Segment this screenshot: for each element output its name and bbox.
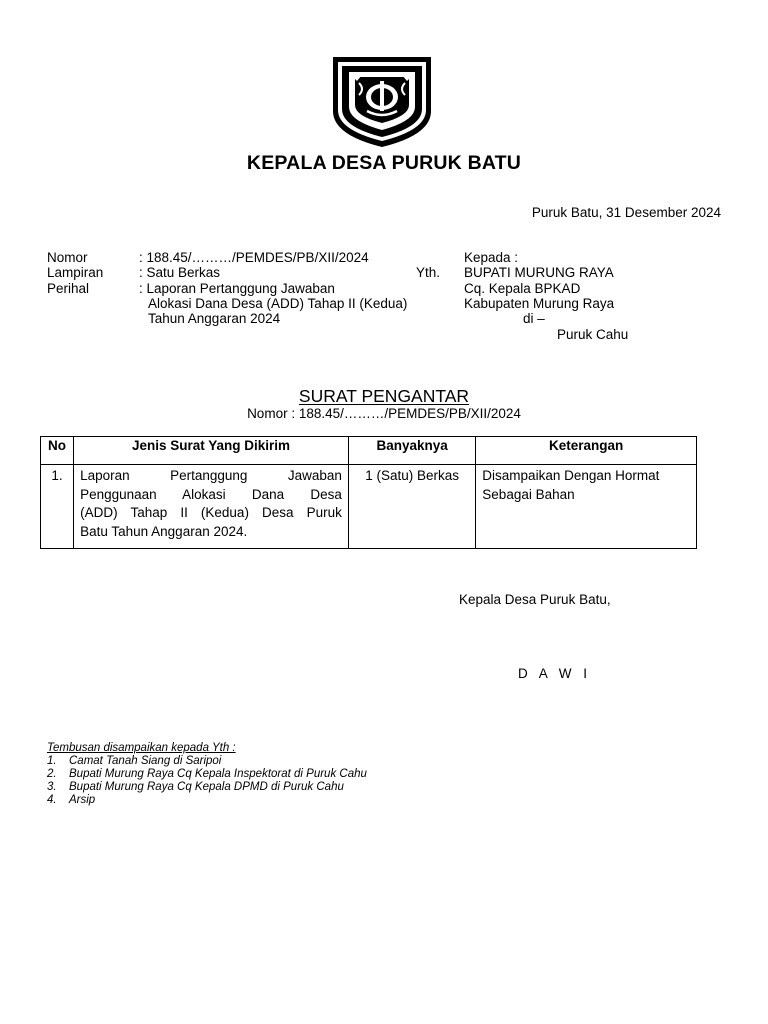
yth-label: Yth. <box>416 265 441 280</box>
tembusan-heading: Tembusan disampaikan kepada Yth : <box>47 742 236 754</box>
document-title: KEPALA DESA PURUK BATU <box>246 152 522 174</box>
tembusan-num-2: 2. <box>47 768 57 780</box>
tembusan-num-3: 3. <box>47 781 57 793</box>
lampiran-value: : Satu Berkas <box>139 265 221 280</box>
lampiran-label: Lampiran <box>47 265 104 280</box>
tembusan-num-1: 1. <box>47 755 57 767</box>
nomor-value: : 188.45/………/PEMDES/PB/XII/2024 <box>139 250 369 265</box>
recipient-kepada: Kepada : <box>464 250 519 265</box>
tembusan-item-2: Bupati Murung Raya Cq Kepala Inspektorat di Puruk Cahu <box>69 768 367 780</box>
tembusan-item-3: Bupati Murung Raya Cq Kepala DPMD di Puruk Cahu <box>69 781 344 793</box>
signer-title: Kepala Desa Puruk Batu, <box>459 592 611 607</box>
regency-emblem-logo <box>329 53 435 149</box>
surat-nomor: Nomor : 188.45/………/PEMDES/PB/XII/2024 <box>247 406 521 421</box>
tembusan-item-1: Camat Tanah Siang di Saripoi <box>69 755 222 767</box>
keterangan-line-1: Disampaikan Dengan Hormat <box>482 468 660 483</box>
recipient-line-4: di – <box>523 311 545 326</box>
table-header-row <box>41 437 697 465</box>
jenis-line-2: Penggunaan Alokasi Dana Desa <box>80 486 342 502</box>
perihal-value-line-1: : Laporan Pertanggung Jawaban <box>139 281 335 296</box>
jenis-line-1: Laporan Pertanggung Jawaban <box>80 468 342 483</box>
recipient-line-5: Puruk Cahu <box>557 327 629 342</box>
header-keterangan: Keterangan <box>476 437 697 465</box>
document-table <box>40 436 697 549</box>
surat-pengantar-title: SURAT PENGANTAR <box>298 386 470 406</box>
cell-jenis <box>74 465 349 549</box>
jenis-line-3: (ADD) Tahap II (Kedua) Desa Puruk <box>80 505 342 520</box>
tembusan-item-4: Arsip <box>69 794 96 806</box>
perihal-label: Perihal <box>47 281 90 296</box>
header-banyaknya: Banyaknya <box>348 437 475 465</box>
signer-name: D A W I <box>518 666 592 681</box>
date-line: Puruk Batu, 31 Desember 2024 <box>531 205 721 220</box>
header-no: No <box>41 437 74 465</box>
cell-keterangan <box>476 465 697 549</box>
jenis-line-4: Batu Tahun Anggaran 2024. <box>80 523 248 539</box>
recipient-line-3: Kabupaten Murung Raya <box>464 296 615 311</box>
keterangan-line-2: Sebagai Bahan <box>482 486 575 502</box>
recipient-line-2: Cq. Kepala BPKAD <box>464 281 581 296</box>
header-jenis: Jenis Surat Yang Dikirim <box>74 437 349 465</box>
perihal-value-line-2: Alokasi Dana Desa (ADD) Tahap II (Kedua) <box>148 296 408 311</box>
recipient-line-1: BUPATI MURUNG RAYA <box>464 265 614 280</box>
perihal-value-line-3: Tahun Anggaran 2024 <box>148 311 281 326</box>
tembusan-num-4: 4. <box>47 794 57 806</box>
cell-banyaknya: 1 (Satu) Berkas <box>348 465 475 549</box>
nomor-label: Nomor <box>47 250 88 265</box>
table-row <box>41 465 697 549</box>
cell-no: 1. <box>41 465 74 549</box>
